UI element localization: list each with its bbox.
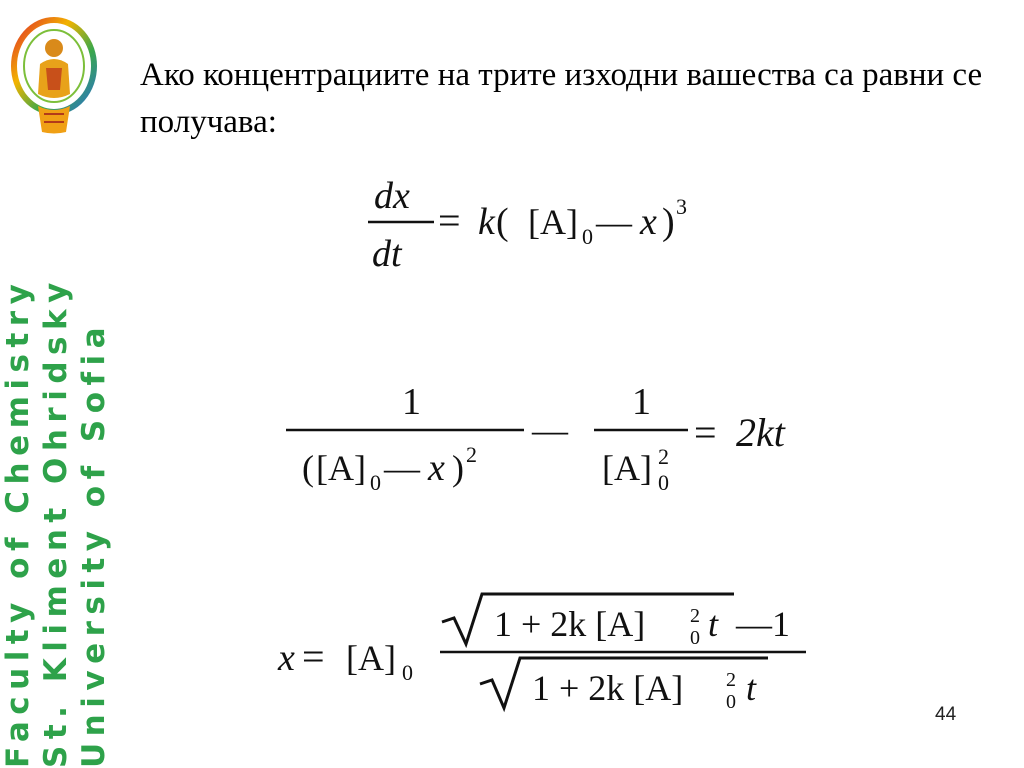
eq1-denominator: dt bbox=[372, 233, 402, 275]
eq3-x: x bbox=[278, 637, 295, 679]
eq3-numerator-sqrt-body: 1 + 2k [A] bbox=[494, 604, 646, 644]
eq1-equals: = bbox=[438, 198, 461, 243]
equation-rate-law bbox=[360, 170, 740, 280]
eq2-den2-concentration: [A] bbox=[602, 448, 652, 488]
eq2-den2-superscript-2: 2 bbox=[658, 444, 669, 469]
sidebar-line-faculty: Faculty of Chemistry bbox=[0, 277, 36, 768]
eq1-concentration: [A] bbox=[528, 202, 578, 242]
eq3-denominator-t: t bbox=[746, 668, 757, 708]
eq2-den1-x: x bbox=[428, 447, 445, 489]
eq2-den1-subscript-0: 0 bbox=[370, 470, 381, 495]
slide-number: 44 bbox=[935, 704, 957, 725]
eq2-equals: = bbox=[694, 410, 717, 455]
eq3-numerator-t: t bbox=[708, 604, 719, 644]
sidebar bbox=[0, 168, 112, 768]
eq2-den1-open-paren: ( bbox=[302, 448, 314, 488]
eq2-numerator-2: 1 bbox=[632, 381, 651, 423]
eq1-numerator: dx bbox=[374, 175, 410, 217]
eq2-den1-close-paren: ) bbox=[452, 448, 464, 488]
eq1-minus: — bbox=[596, 202, 632, 242]
eq3-numerator-tail: —1 bbox=[736, 604, 790, 644]
eq2-rhs: 2kt bbox=[736, 410, 785, 455]
sidebar-line-university: University of Sofia bbox=[76, 320, 112, 768]
eq1-open-paren: ( bbox=[496, 201, 509, 243]
equation-solution-for-x bbox=[272, 586, 832, 736]
eq3-denominator-sqrt-body: 1 + 2k [A] bbox=[532, 668, 684, 708]
eq3-denominator-superscript-2: 2 bbox=[726, 669, 736, 691]
eq1-subscript-0: 0 bbox=[582, 224, 593, 249]
eq1-k: k bbox=[478, 201, 495, 243]
eq1-x: x bbox=[640, 201, 657, 243]
eq3-denominator-subscript-0: 0 bbox=[726, 691, 736, 713]
eq3-numerator-subscript-0: 0 bbox=[690, 627, 700, 649]
eq2-den1-concentration: [A] bbox=[316, 448, 366, 488]
eq2-numerator-1: 1 bbox=[402, 381, 421, 423]
eq3-concentration: [A] bbox=[346, 638, 396, 678]
eq3-equals: = bbox=[302, 634, 325, 679]
intro-text: Ако концентрациите на трите изходни вашества са равни се получава: bbox=[140, 57, 983, 140]
eq3-subscript-0: 0 bbox=[402, 660, 413, 685]
university-seal-logo bbox=[8, 14, 100, 136]
eq2-minus: — bbox=[532, 410, 568, 450]
eq1-close-paren: ) bbox=[662, 201, 675, 243]
eq3-numerator-superscript-2: 2 bbox=[690, 605, 700, 627]
eq2-den1-exponent: 2 bbox=[466, 442, 477, 467]
eq2-den2-subscript-0: 0 bbox=[658, 470, 669, 495]
eq1-exponent: 3 bbox=[676, 194, 687, 219]
equation-integrated-third-order bbox=[278, 380, 818, 500]
sidebar-line-kliment: St. Kliment Ohridsky bbox=[38, 276, 74, 768]
eq2-den1-minus: — bbox=[384, 448, 420, 488]
